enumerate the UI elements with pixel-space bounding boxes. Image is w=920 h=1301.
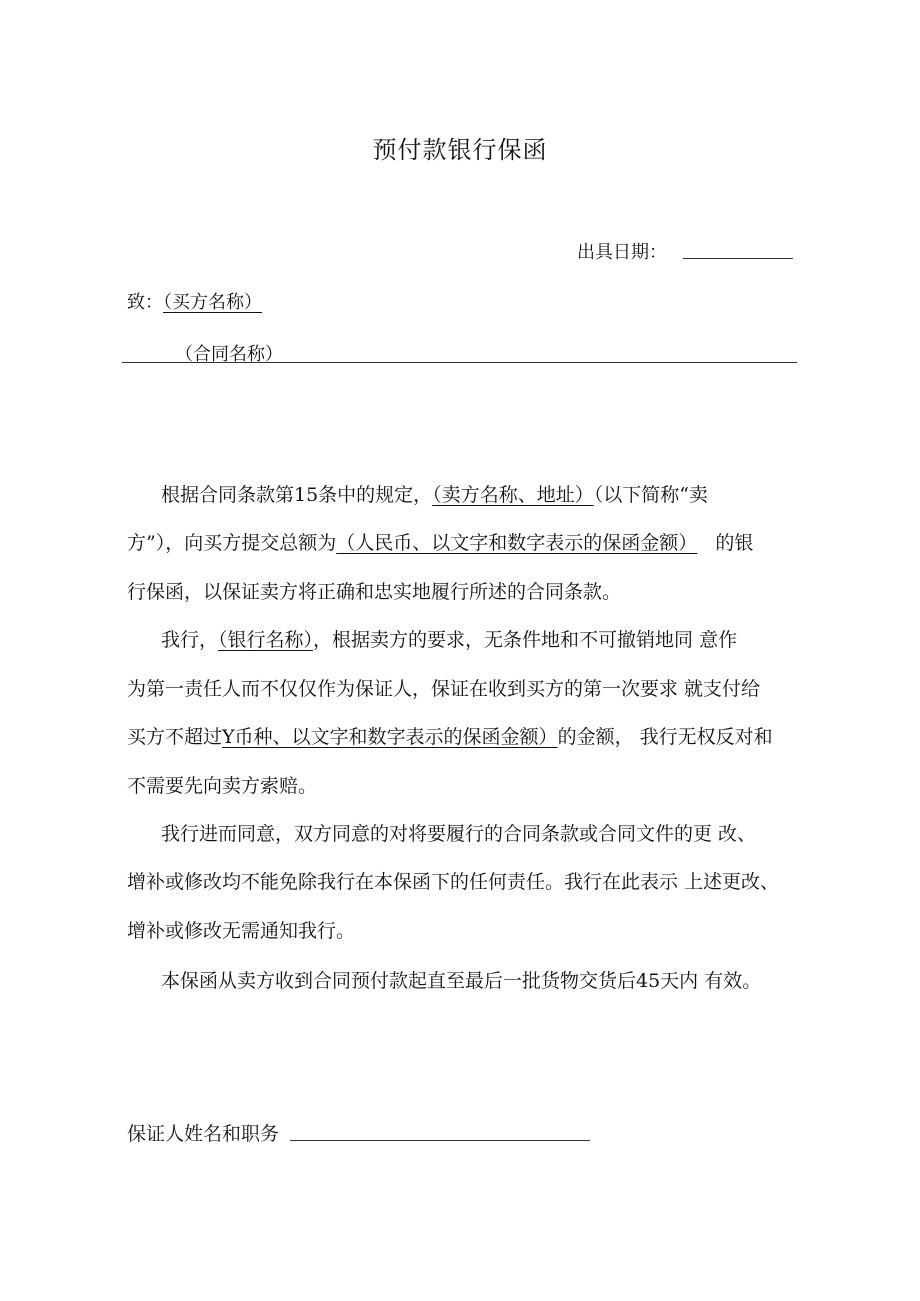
- para2-line3: [127, 722, 773, 749]
- seller-name-placeholder: （卖方名称、地址）: [432, 484, 594, 506]
- para1-text: 方”），向买方提交总额为: [127, 532, 337, 554]
- para2-line1: [161, 625, 737, 652]
- para1-line3: 行保函，以保证卖方将正确和忠实地履行所述的合同条款。: [127, 581, 622, 603]
- issue-date-label: 出具日期：: [577, 242, 667, 263]
- para2-text: 我行，: [161, 629, 219, 651]
- bank-name-placeholder: （银行名称）: [218, 629, 314, 651]
- contract-name-placeholder: （合同名称）: [175, 344, 283, 365]
- para3-line1: 我行进而同意，双方同意的对将要履行的合同条款或合同文件的更 改、: [161, 823, 757, 845]
- para2-line4: 不需要先向卖方索赔。: [127, 775, 318, 797]
- para4-line1: 本保函从卖方收到合同预付款起直至最后一批货物交货后45天内 有效。: [161, 970, 762, 992]
- para3-line3: 增补或修改无需通知我行。: [127, 920, 356, 942]
- issue-date-blank[interactable]: [683, 258, 793, 259]
- para1-text: 根据合同条款第15条中的规定，: [161, 484, 433, 506]
- contract-name-rule: [122, 362, 797, 363]
- para2-text: 的金额， 我行无权反对和: [557, 726, 773, 748]
- para3-line2: 增补或修改均不能免除我行在本保函下的任何责任。我行在此表示 上述更改、: [127, 871, 780, 893]
- para1-line1: [161, 480, 708, 507]
- page-title: 预付款银行保函: [372, 136, 548, 164]
- para2-line2: 为第一责任人而不仅仅作为保证人，保证在收到买方的第一次要求 就支付给: [127, 678, 761, 700]
- guarantee-amount-placeholder: （人民币、以文字和数字表示的保函金额）: [336, 532, 698, 554]
- guarantor-name-title-blank[interactable]: [290, 1140, 590, 1141]
- max-amount-placeholder: Y币种、以文字和数字表示的保函金额）: [222, 726, 558, 748]
- para1-line2: [127, 528, 753, 555]
- addressee-prefix: 致：: [127, 292, 163, 313]
- para2-text: 买方不超过: [127, 726, 223, 748]
- buyer-name-placeholder: （买方名称）: [163, 292, 262, 313]
- addressee-line: [127, 288, 262, 314]
- guarantor-name-title-label: 保证人姓名和职务: [127, 1123, 280, 1145]
- para1-text: 的银: [715, 532, 754, 554]
- para2-text: ，根据卖方的要求，无条件地和不可撤销地同 意作: [313, 629, 738, 651]
- para1-text: （以下简称“卖: [593, 484, 708, 506]
